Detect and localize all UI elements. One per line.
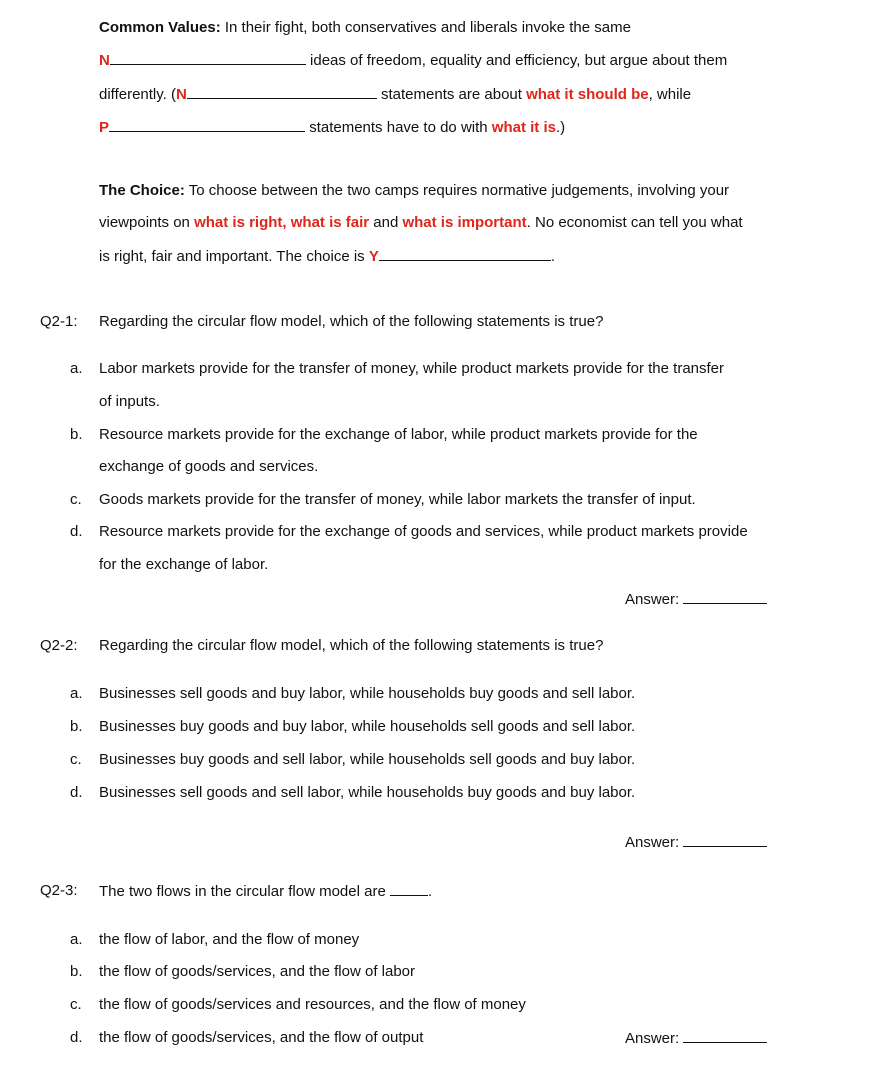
fill-in-blank-n2[interactable] <box>187 85 377 99</box>
option-letter: d. <box>70 523 83 540</box>
choice-text-3b: . <box>550 248 556 265</box>
question-text-line <box>99 882 432 901</box>
blank-letter-n2: N <box>175 86 187 103</box>
question-text: The two flows in the circular flow model are <box>99 883 386 900</box>
question-number: Q2-3: <box>40 882 78 899</box>
answer-blank[interactable] <box>683 1029 767 1043</box>
common-values-text-4a: statements have to do with <box>309 119 492 136</box>
option-letter: a. <box>70 931 83 948</box>
common-values-text-3c: , while <box>648 86 692 103</box>
choice-line-1 <box>99 182 729 200</box>
choice-text-1: To choose between the two camps requires normative judgements, involving your <box>188 182 730 199</box>
choice-text-2c: . No economist can tell you what <box>526 214 743 231</box>
choice-heading: The Choice: <box>99 182 185 199</box>
option-letter: c. <box>70 751 82 768</box>
question-number: Q2-2: <box>40 637 78 654</box>
blank-letter-y: Y <box>368 248 379 265</box>
choice-text-2b: and <box>369 214 403 231</box>
option-text: Businesses buy goods and buy labor, while households sell goods and sell labor. <box>99 718 636 735</box>
option-letter: b. <box>70 963 83 980</box>
option-text: exchange of goods and services. <box>99 458 319 475</box>
common-values-line-2 <box>99 51 727 70</box>
question-number: Q2-1: <box>40 313 78 330</box>
fill-in-blank-p[interactable] <box>109 118 305 132</box>
common-values-line-4 <box>99 118 565 137</box>
answer-blank[interactable] <box>683 590 767 604</box>
option-text: Resource markets provide for the exchange of goods and services, while product markets provide <box>99 523 748 540</box>
question-text: Regarding the circular flow model, which of the following statements is true? <box>99 313 604 330</box>
choice-emphasis-important: what is important <box>402 214 527 231</box>
answer-label: Answer: <box>625 834 680 851</box>
choice-line-2 <box>99 214 743 232</box>
option-text: Goods markets provide for the transfer of money, while labor markets the transfer of input. <box>99 491 696 508</box>
common-values-heading: Common Values: <box>99 19 221 36</box>
answer-line <box>625 1029 767 1048</box>
question-text: Regarding the circular flow model, which of the following statements is true? <box>99 637 604 654</box>
common-values-text-4b: .) <box>555 119 566 136</box>
option-letter: c. <box>70 996 82 1013</box>
choice-emphasis-right-fair: what is right, what is fair <box>194 214 370 231</box>
option-text: Resource markets provide for the exchange of labor, while product markets provide for the <box>99 426 698 443</box>
choice-text-3a: is right, fair and important. The choice is <box>99 248 369 265</box>
blank-letter-p: P <box>99 119 110 136</box>
fill-in-blank-n1[interactable] <box>110 51 306 65</box>
option-letter: a. <box>70 685 83 702</box>
option-text: Businesses buy goods and sell labor, while households sell goods and buy labor. <box>99 751 636 768</box>
option-letter: d. <box>70 784 83 801</box>
question-text-end: . <box>427 883 433 900</box>
option-letter: b. <box>70 426 83 443</box>
common-values-text-3b: statements are about <box>381 86 527 103</box>
option-letter: a. <box>70 360 83 377</box>
answer-label: Answer: <box>625 591 680 608</box>
option-letter: b. <box>70 718 83 735</box>
answer-blank[interactable] <box>683 833 767 847</box>
choice-line-3 <box>99 247 555 266</box>
fill-in-blank-y[interactable] <box>379 247 551 261</box>
common-values-text-2: ideas of freedom, equality and efficiency, but argue about them <box>310 52 728 69</box>
common-values-emphasis-is: what it is <box>491 119 556 136</box>
common-values-text-1: In their fight, both conservatives and liberals invoke the same <box>224 19 631 36</box>
answer-line <box>625 590 767 609</box>
option-letter: d. <box>70 1029 83 1046</box>
common-values-emphasis-should-be: what it should be <box>526 86 649 103</box>
option-text: Businesses sell goods and sell labor, while households buy goods and buy labor. <box>99 784 636 801</box>
option-text: the flow of goods/services, and the flow of labor <box>99 963 416 980</box>
answer-line <box>625 833 767 852</box>
common-values-line-1 <box>99 19 631 37</box>
choice-text-2a: viewpoints on <box>99 214 195 231</box>
option-text: of inputs. <box>99 393 160 410</box>
question-blank[interactable] <box>390 882 428 896</box>
option-text: for the exchange of labor. <box>99 556 269 573</box>
option-text: Businesses sell goods and buy labor, while households buy goods and sell labor. <box>99 685 636 702</box>
option-text: Labor markets provide for the transfer of money, while product markets provide for the transfer <box>99 360 725 377</box>
answer-label: Answer: <box>625 1030 680 1047</box>
option-letter: c. <box>70 491 82 508</box>
option-text: the flow of goods/services and resources, and the flow of money <box>99 996 526 1013</box>
common-values-line-3 <box>99 85 691 104</box>
common-values-text-3a: differently. ( <box>99 86 176 103</box>
blank-letter-n1: N <box>99 52 110 69</box>
option-text: the flow of goods/services, and the flow of output <box>99 1029 424 1046</box>
option-text: the flow of labor, and the flow of money <box>99 931 360 948</box>
